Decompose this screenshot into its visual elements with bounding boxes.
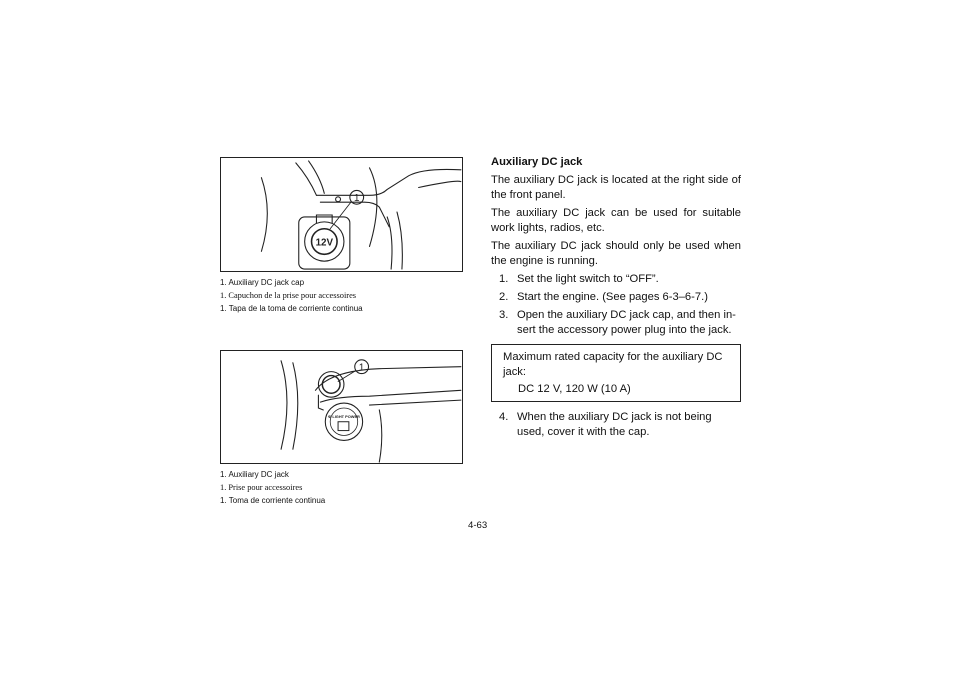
step-number: 2.: [499, 291, 509, 303]
step-text: Set the light switch to “OFF”.: [517, 273, 659, 285]
panel-screw: [336, 197, 341, 202]
section-heading: Auxiliary DC jack: [491, 156, 583, 168]
callout-number-1: 1: [353, 193, 360, 205]
jack-12v-label: 12V: [315, 237, 334, 249]
paragraph-engine-running: The auxiliary DC jack should only be used when the engine is running.: [491, 240, 741, 267]
caption-spanish: 1. Tapa de la toma de corriente continua: [220, 304, 363, 313]
step-number: 4.: [499, 411, 509, 423]
instructions-column: [491, 155, 741, 443]
dc-jack-cap-illustration: [221, 158, 462, 271]
caption-english: 1. Auxiliary DC jack: [220, 470, 289, 479]
spec-box: [491, 344, 741, 402]
figure-dc-jack: [220, 350, 463, 464]
figure-dc-jack-cap: [220, 157, 463, 272]
panel-top-edge: [316, 169, 460, 195]
caption-english: 1. Auxiliary DC jack cap: [220, 278, 305, 287]
panel-contour-left: [281, 361, 287, 449]
caption-french: 1. Prise pour accessoires: [220, 483, 303, 492]
step-text: Open the auxiliary DC jack cap, and then in-sert the accessory power plug into the jack.: [517, 309, 736, 336]
dc-jack-illustration: [221, 351, 462, 463]
step-2: [491, 290, 741, 305]
callout-number-1: 1: [358, 362, 365, 374]
panel-contour-left: [261, 178, 267, 252]
figure-caption-1: [220, 276, 470, 315]
step-3: [491, 308, 741, 338]
cap-light-power-label: Φ LIGHT POWER: [328, 413, 360, 419]
step-text: Start the engine. (See pages 6-3–6-7.): [517, 291, 708, 303]
cap-lock-square: [338, 422, 349, 431]
step-4: [491, 410, 741, 440]
page-number: 4-63: [468, 520, 488, 531]
paragraph-location: The auxiliary DC jack is located at the right side of the front panel.: [491, 174, 741, 201]
caption-spanish: 1. Toma de corriente continua: [220, 496, 326, 505]
spec-title: Maximum rated capacity for the auxiliary DC jack:: [503, 351, 723, 378]
step-number: 1.: [499, 273, 509, 285]
spec-value: DC 12 V, 120 W (10 A): [518, 383, 631, 395]
callout-leader-1: [330, 202, 351, 229]
step-1: [491, 272, 741, 287]
figure-caption-2: [220, 468, 470, 507]
paragraph-usage: The auxiliary DC jack can be used for suitable work lights, radios, etc.: [491, 207, 741, 234]
caption-french: 1. Capuchon de la prise pour accessoires: [220, 291, 357, 300]
step-text: When the auxiliary DC jack is not being used, cover it with the cap.: [517, 411, 712, 438]
step-number: 3.: [499, 309, 509, 321]
